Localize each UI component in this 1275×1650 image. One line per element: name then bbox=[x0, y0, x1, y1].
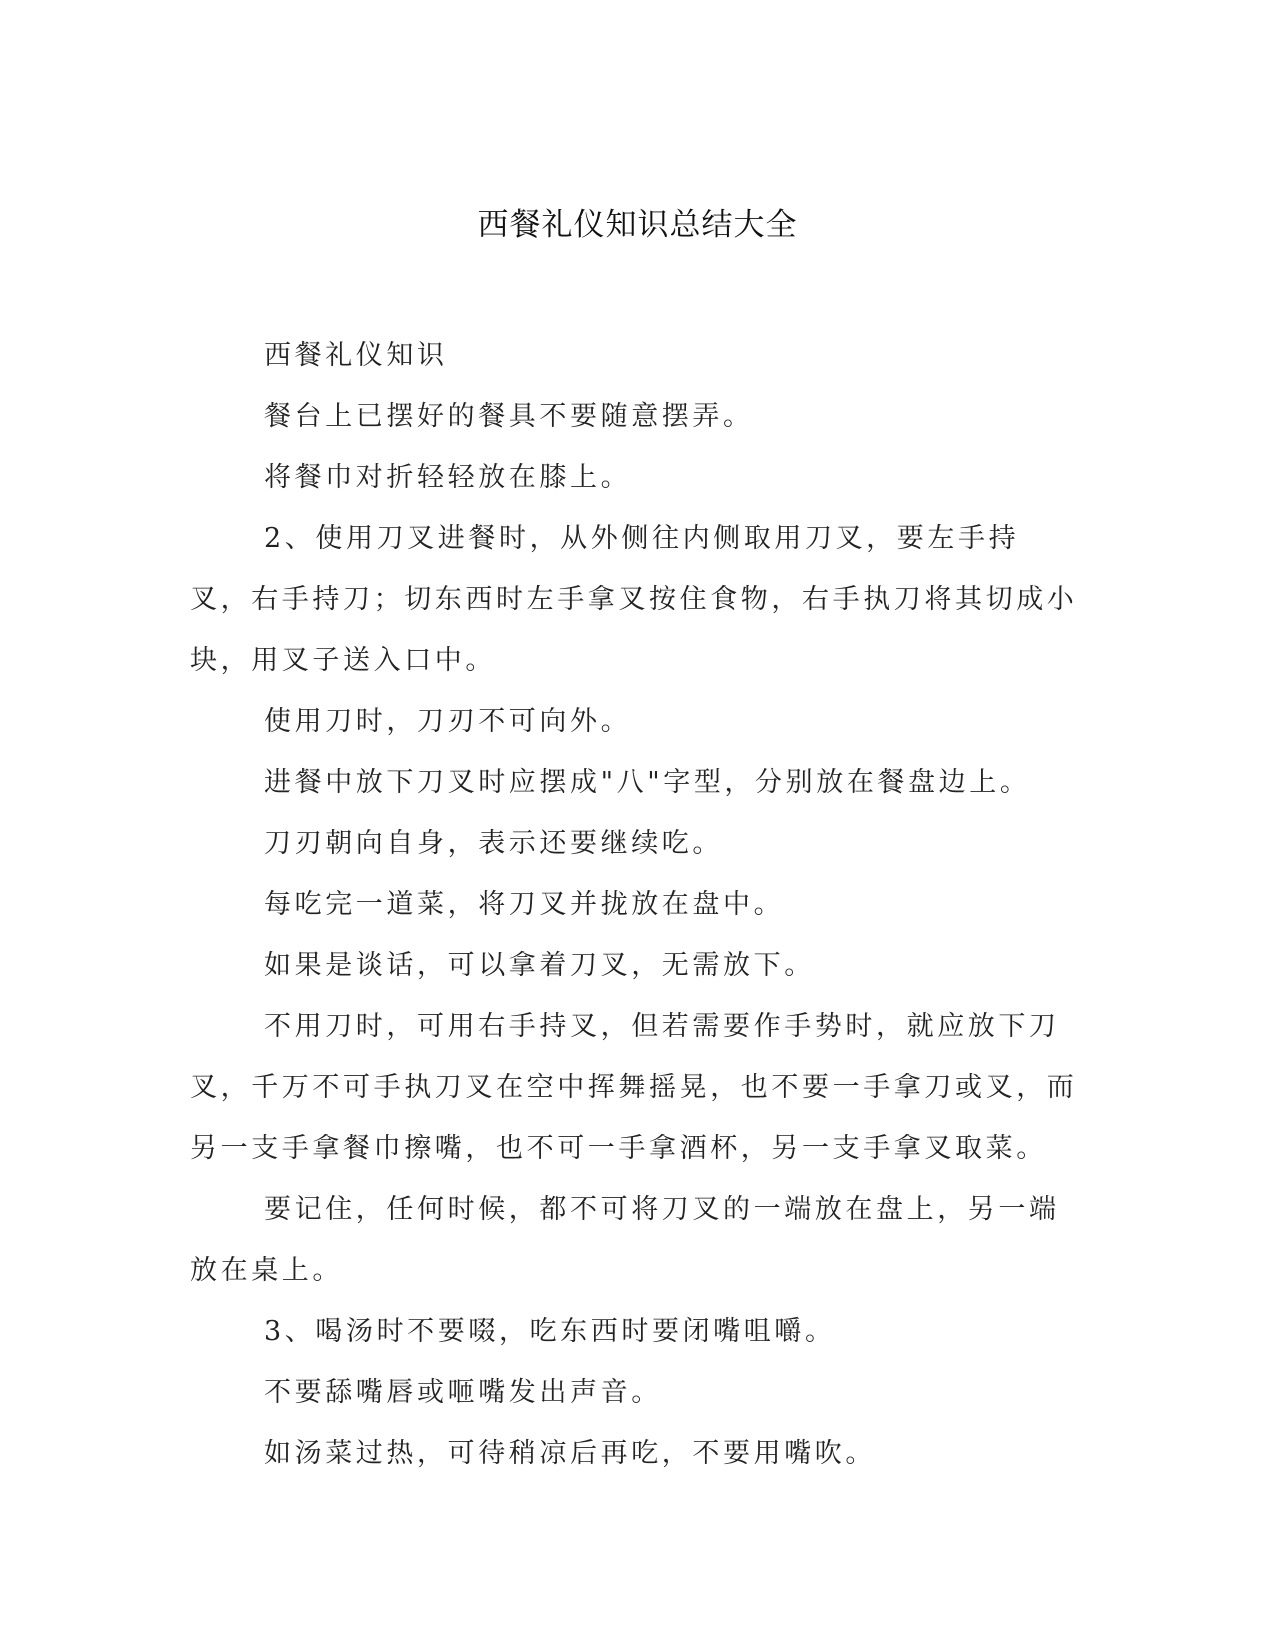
paragraph: 西餐礼仪知识 bbox=[264, 340, 448, 371]
paragraph: 要记住，任何时候，都不可将刀叉的一端放在盘上，另一端放在桌上。 bbox=[190, 1194, 1060, 1286]
paragraph: 不要舔嘴唇或咂嘴发出声音。 bbox=[264, 1377, 662, 1408]
paragraph: 如果是谈话，可以拿着刀叉，无需放下。 bbox=[264, 950, 815, 981]
document-title: 西餐礼仪知识总结大全 bbox=[477, 207, 798, 243]
paragraph: 餐台上已摆好的餐具不要随意摆弄。 bbox=[264, 401, 754, 432]
paragraph: 不用刀时，可用右手持叉，但若需要作手势时，就应放下刀叉，千万不可手执刀叉在空中挥舞摇晃，也不要一手拿刀或叉，而另一支手拿餐巾擦嘴，也不可一手拿酒杯，另一支手拿叉取菜。 bbox=[190, 1011, 1078, 1164]
document-body bbox=[190, 325, 1080, 1484]
paragraph: 3、喝汤时不要啜，吃东西时要闭嘴咀嚼。 bbox=[264, 1316, 836, 1347]
paragraph: 将餐巾对折轻轻放在膝上。 bbox=[264, 462, 632, 493]
paragraph: 如汤菜过热，可待稍凉后再吃，不要用嘴吹。 bbox=[264, 1438, 876, 1469]
paragraph: 2、使用刀叉进餐时，从外侧往内侧取用刀叉，要左手持叉，右手持刀；切东西时左手拿叉按住食物，右手执刀将其切成小块，用叉子送入口中。 bbox=[190, 523, 1078, 676]
paragraph: 使用刀时，刀刃不可向外。 bbox=[264, 706, 632, 737]
paragraph: 进餐中放下刀叉时应摆成"八"字型，分别放在餐盘边上。 bbox=[264, 767, 1031, 798]
paragraph: 刀刃朝向自身，表示还要继续吃。 bbox=[264, 828, 723, 859]
paragraph: 每吃完一道菜，将刀叉并拢放在盘中。 bbox=[264, 889, 785, 920]
